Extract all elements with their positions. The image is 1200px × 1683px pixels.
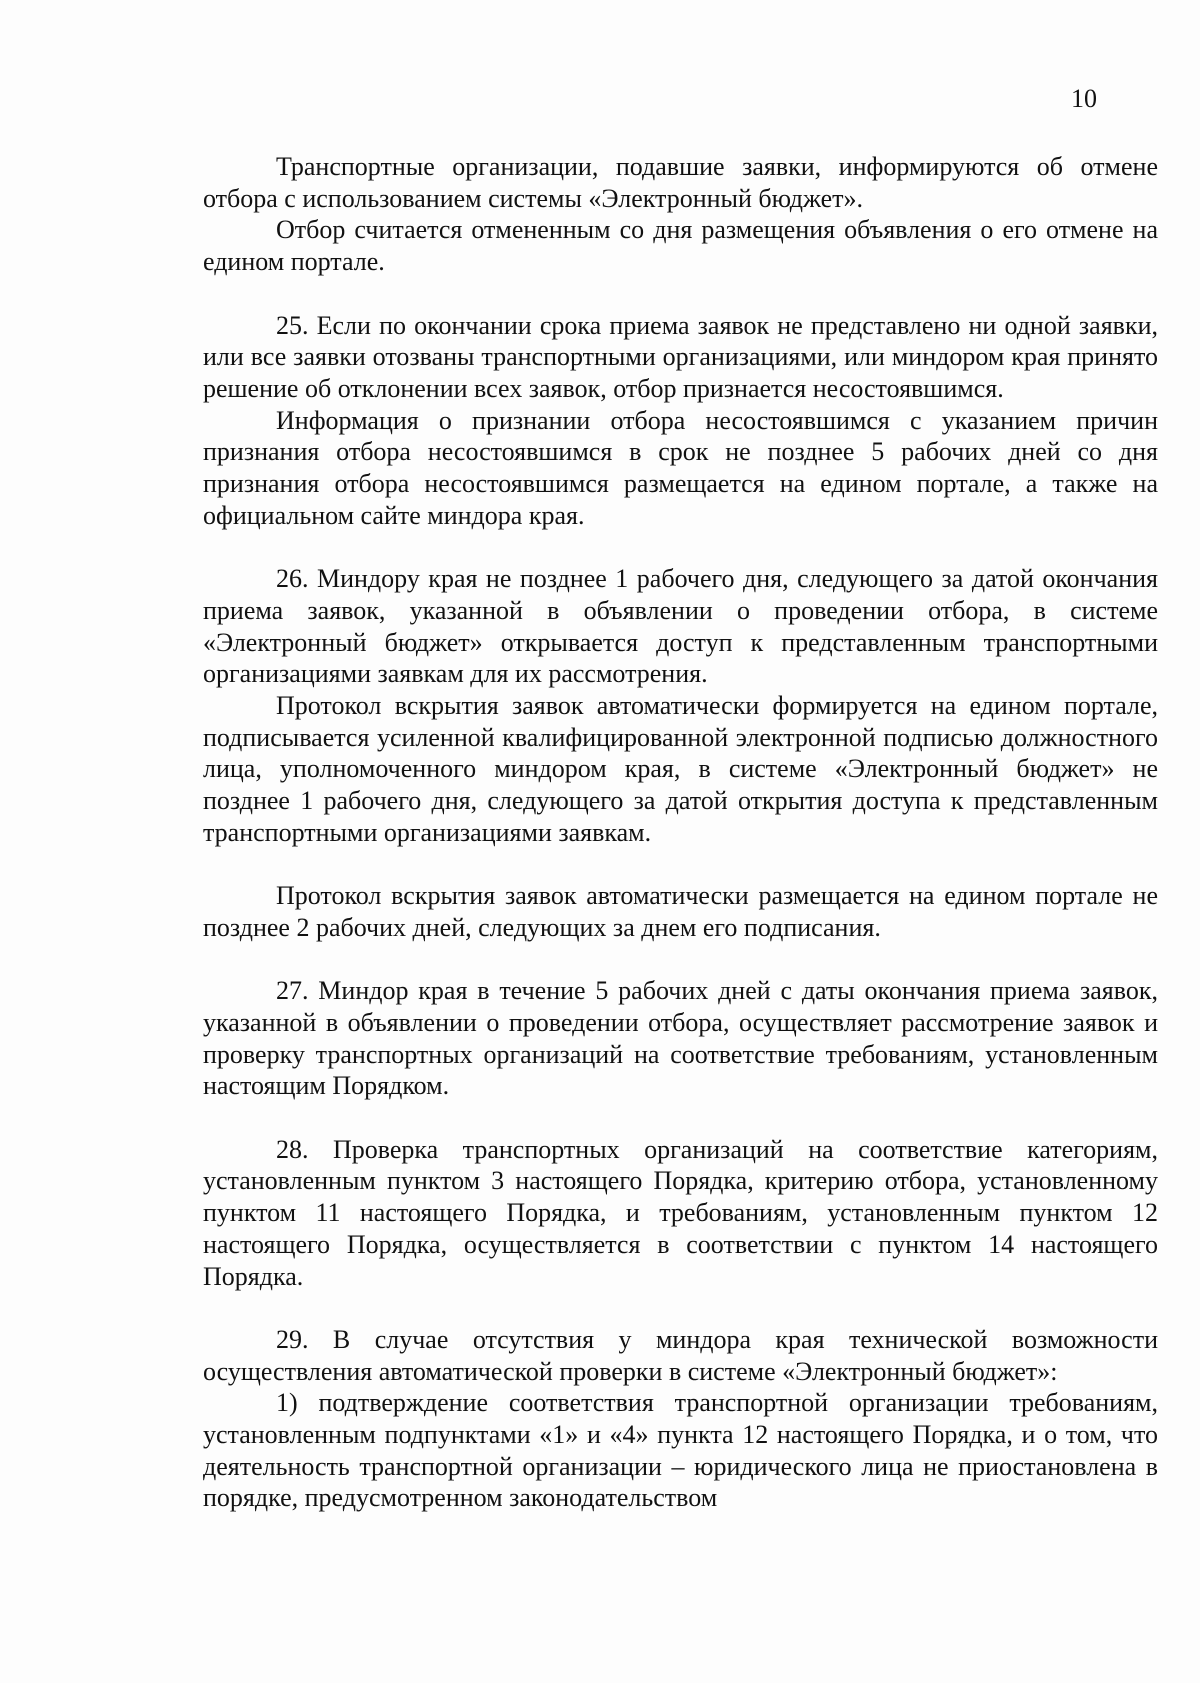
- paragraph-item-25-information: Информация о признании отбора несостоявшимся с указанием причин признания отбора несостоявшимся в срок не позднее 5 рабочих дней со дня признания отбора несостоявшимся размещается на едином портале, а также на официальном сайте миндора края.: [203, 405, 1158, 530]
- paragraph-item-26-protocol-publication: Протокол вскрытия заявок автоматически размещается на едином портале не позднее 2 рабочих дней, следующих за днем его подписания.: [203, 881, 1158, 942]
- paragraph-item-29: 29. В случае отсутствия у миндора края технической возможности осуществления автоматической проверки в системе «Электронный бюджет»:: [203, 1324, 1158, 1386]
- paragraph-item-25: 25. Если по окончании срока приема заявок не представлено ни одной заявки, или все заявки отозваны транспортными организациями, или миндором края принято решение об отклонении всех заявок, отбор признается несостоявшимся.: [203, 310, 1158, 403]
- paragraph-item-28: 28. Проверка транспортных организаций на соответствие категориям, установленным пунктом 3 настоящего Порядка, критерию отбора, установленному пунктом 11 настоящего Порядка, и требованиям, установленным пунктом 12 настоящего Порядка, осуществляется в соответствии с пунктом 14 настоящего Порядка.: [203, 1134, 1158, 1291]
- paragraph-item-27: 27. Миндор края в течение 5 рабочих дней с даты окончания приема заявок, указанной в объявлении о проведении отбора, осуществляет рассмотрение заявок и проверку транспортных организаций на соответствие требованиям, установленным настоящим Порядком.: [203, 976, 1158, 1101]
- document-body: [203, 151, 1158, 1514]
- paragraph-transport-notified: Транспортные организации, подавшие заявки, информируются об отмене отбора с использованием системы «Электронный бюджет».: [203, 152, 1158, 213]
- paragraph-selection-cancelled: Отбор считается отмененным со дня размещения объявления о его отмене на едином портале.: [203, 215, 1158, 277]
- paragraph-item-26-protocol-signing: Протокол вскрытия заявок автоматически формируется на едином портале, подписывается усиленной квалифицированной электронной подписью должностного лица, уполномоченного миндором края, в системе «Электронный бюджет» не позднее 1 рабочего дня, следующего за датой открытия доступа к представленным транспортными организациями заявкам.: [203, 690, 1158, 847]
- page-number: 10: [1071, 84, 1097, 113]
- paragraph-item-26: 26. Миндору края не позднее 1 рабочего дня, следующего за датой окончания приема заявок, указанной в объявлении о проведении отбора, в системе «Электронный бюджет» открывается доступ к представленным транспортными организациями заявкам для их рассмотрения.: [203, 564, 1158, 689]
- paragraph-item-29-subitem-1: 1) подтверждение соответствия транспортной организации требованиям, установленным подпунктами «1» и «4» пункта 12 настоящего Порядка, и о том, что деятельность транспортной организации – юридического лица не приостановлена в порядке, предусмотренном законодательством: [203, 1388, 1158, 1513]
